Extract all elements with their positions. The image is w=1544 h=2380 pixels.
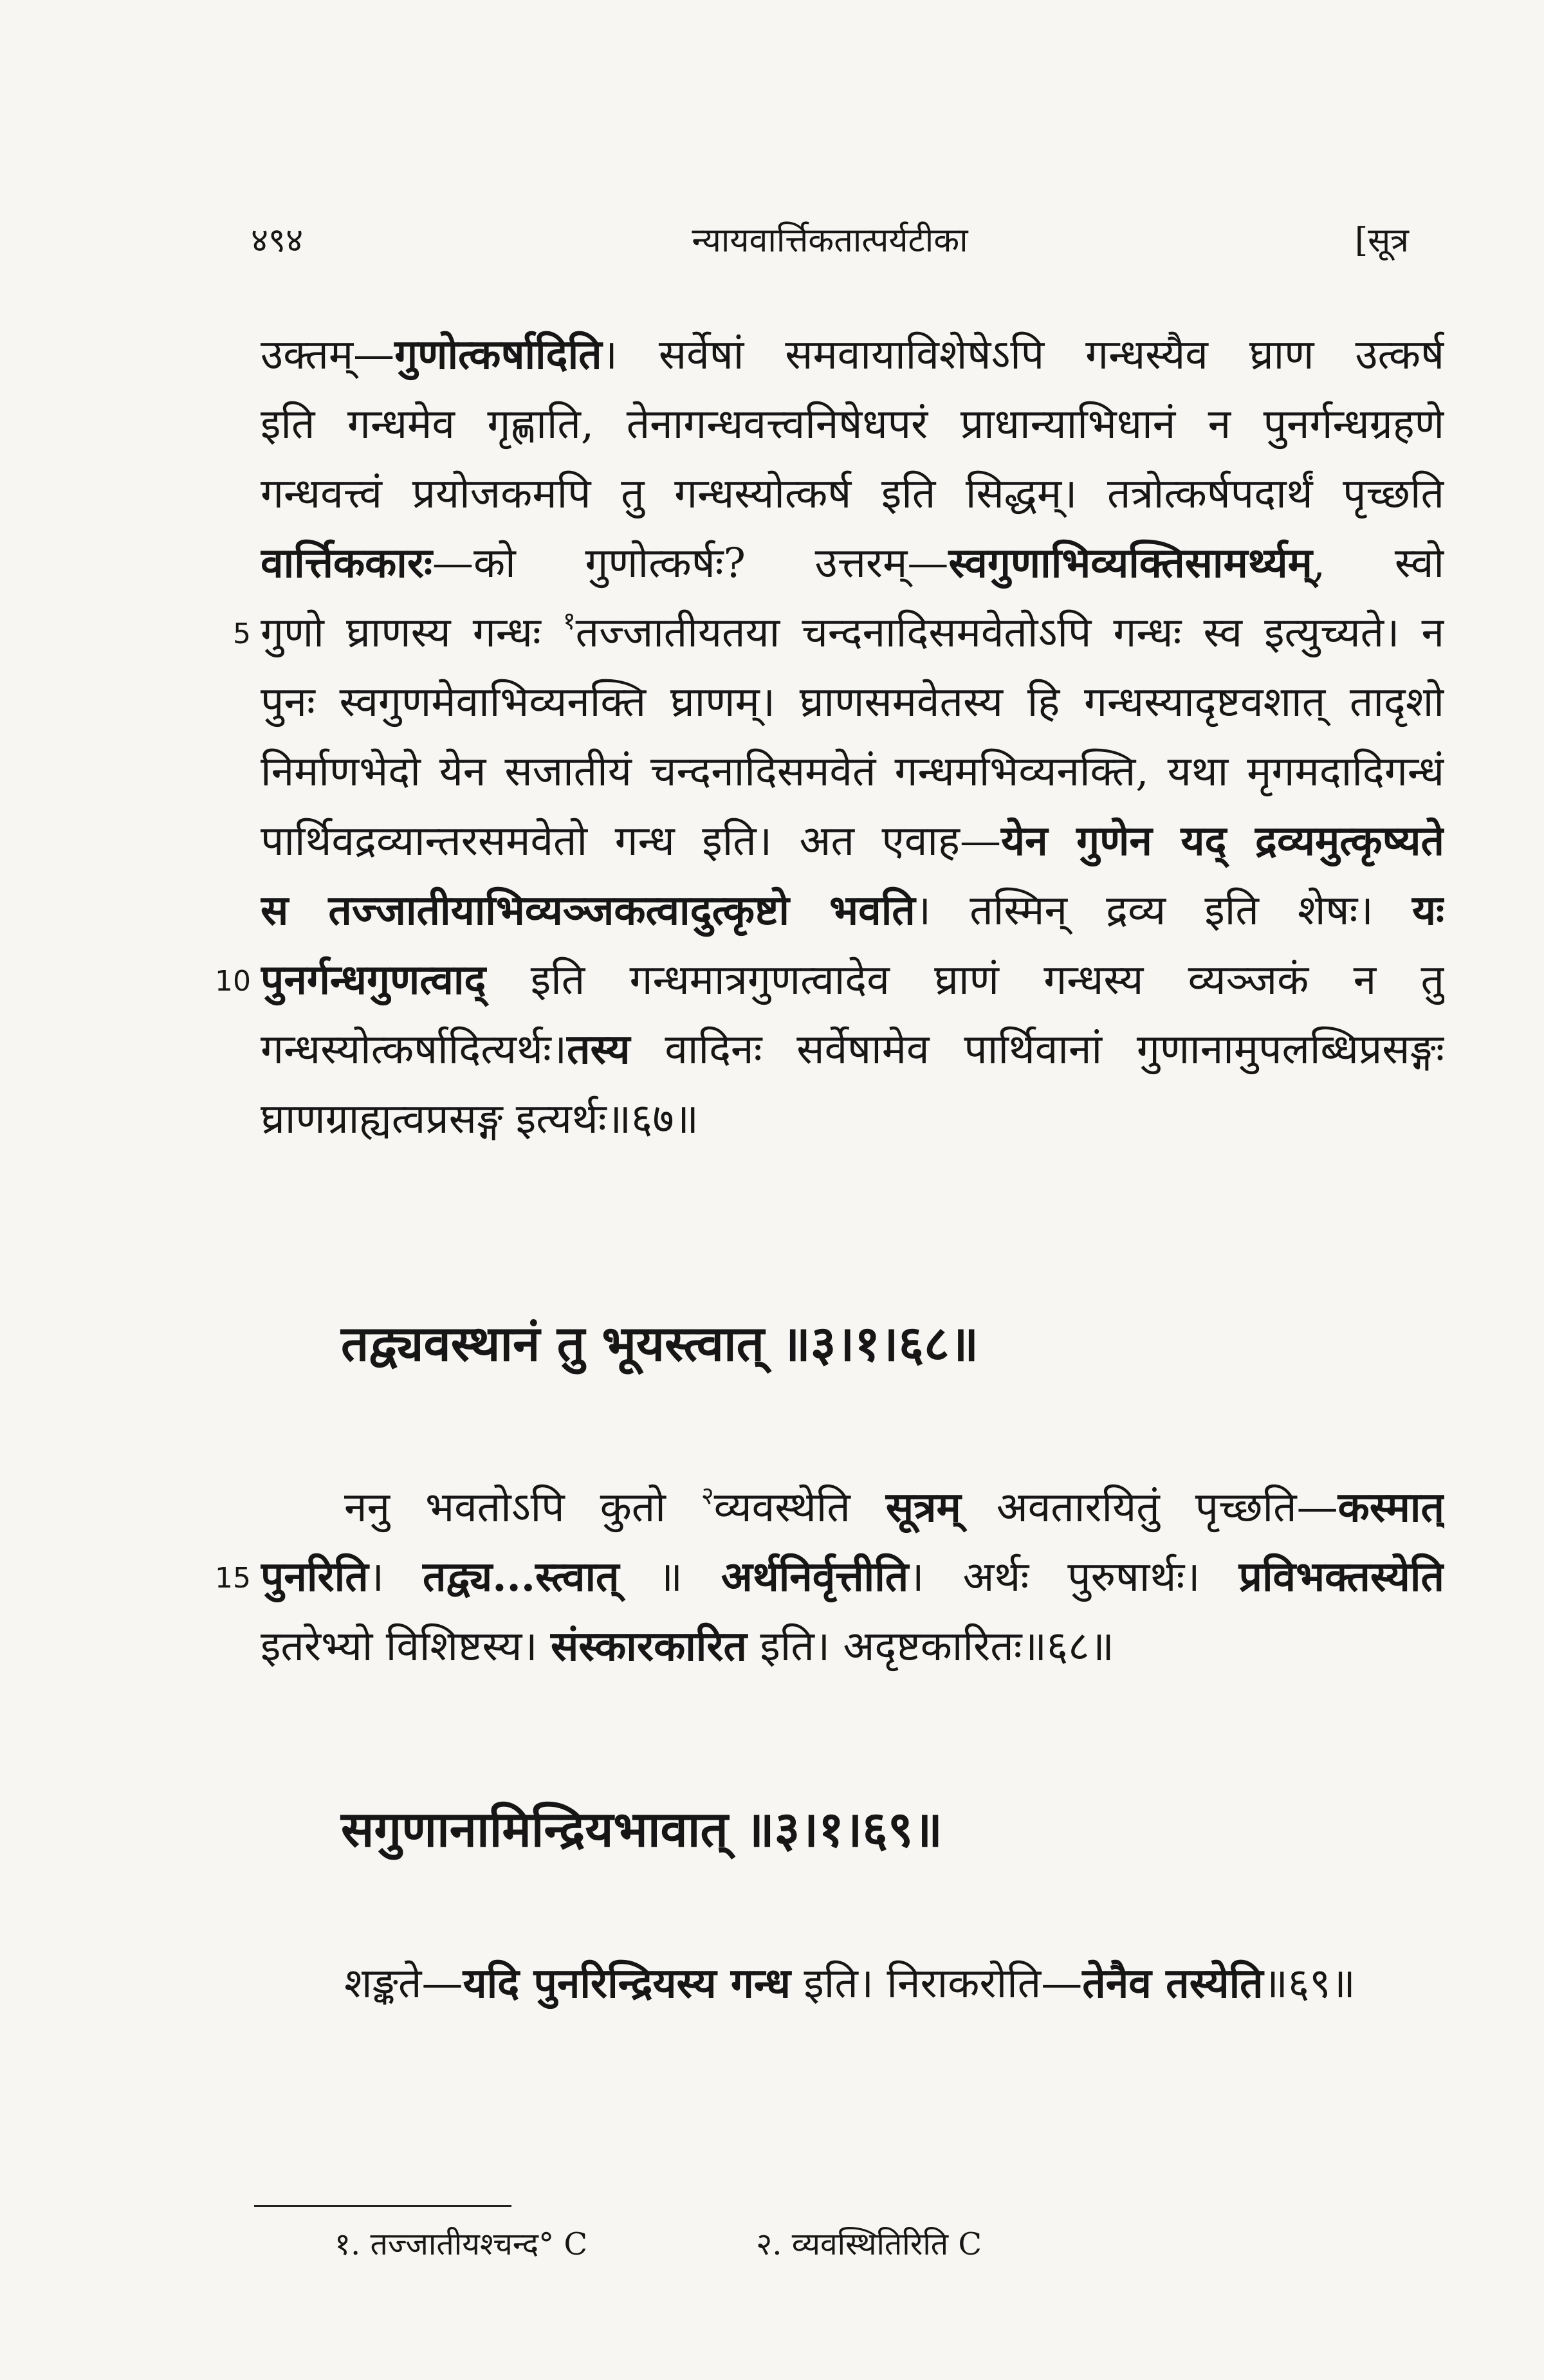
page-number: ४९४ <box>251 221 304 260</box>
footnote-ref: १ <box>562 607 576 635</box>
text-line: पुनर्गन्धगुणत्वाद् इति गन्धमात्रगुणत्वादेव घ्राणं गन्धस्य व्यञ्जकं न तु <box>261 956 1444 1004</box>
text-line: स तज्जातीयाभिव्यञ्जकत्वादुत्कृष्टो भवति। तस्मिन् द्रव्य इति शेषः। यः <box>261 886 1444 935</box>
line-number: 5 <box>233 618 251 650</box>
line-number: 10 <box>215 965 251 998</box>
line-number: 15 <box>215 1562 251 1595</box>
text-line: इति गन्धमेव गृह्णाति, तेनागन्धवत्त्वनिषेधपरं प्राधान्याभिधानं न पुनर्गन्धग्रहणे <box>261 401 1444 448</box>
text-line: घ्राणग्राह्यत्वप्रसङ्ग इत्यर्थः॥६७॥ <box>261 1095 699 1143</box>
text-line: पुनः स्वगुणमेवाभिव्यनक्ति घ्राणम्। घ्राणसमवेतस्य हि गन्धस्यादृष्टवशात् तादृशो <box>261 679 1444 726</box>
running-header <box>251 216 1409 268</box>
footnote-rule <box>254 2205 511 2207</box>
footnote-1: १. तज्जातीयश्चन्द° C <box>335 2226 588 2262</box>
sutra-heading-68: तद्व्यवस्थानं तु भूयस्त्वात् ॥३।१।६८॥ <box>341 1315 979 1372</box>
running-title: न्यायवार्त्तिकतात्पर्यटीका <box>692 221 968 260</box>
text-line: शङ्कते—यदि पुनरिन्द्रियस्य गन्ध इति। निराकरोति—तेनैव तस्येति॥६९॥ <box>344 1959 1356 2008</box>
sutra-heading-69: सगुणानामिन्द्रियभावात् ॥३।१।६९॥ <box>341 1800 942 1858</box>
text-line: इतरेभ्यो विशिष्टस्य। संस्कारकारित इति। अदृष्टकारितः॥६८॥ <box>261 1622 1114 1671</box>
text-line: निर्माणभेदो येन सजातीयं चन्दनादिसमवेतं गन्धमभिव्यनक्ति, यथा मृगमदादिगन्धं <box>261 748 1444 796</box>
text-line: गन्धवत्त्वं प्रयोजकमपि तु गन्धस्योत्कर्ष इति सिद्धम्। तत्रोत्कर्षपदार्थं पृच्छति <box>261 470 1444 518</box>
text-line: गुणो घ्राणस्य गन्धः $^१$तज्जातीयतया चन्दनादिसमवेतोऽपि गन्धः स्व इत्युच्यते। न <box>261 607 1444 657</box>
footnotes <box>335 2222 1300 2264</box>
text-line: उक्तम्—गुणोत्कर्षादिति। सर्वेषां समवायाविशेषेऽपि गन्धस्यैव घ्राण उत्कर्ष <box>261 331 1444 379</box>
commentary-paragraph-3 <box>261 1949 1444 2018</box>
footnote-ref: २ <box>701 1481 714 1510</box>
footnote-2: २. व्यवस्थितिरिति C <box>756 2226 982 2262</box>
section-marker: [सूत्र <box>1354 221 1409 260</box>
commentary-paragraph-1 <box>215 320 1444 1154</box>
text-line: पार्थिवद्रव्यान्तरसमवेतो गन्ध इति। अत एवाह—येन गुणेन यद् द्रव्यमुत्कृष्यते <box>261 817 1444 865</box>
text-line: ननु भवतोऽपि कुतो $^२$व्यवस्थेति सूत्रम् अवतारयितुं पृच्छति—कस्मात् <box>344 1481 1444 1532</box>
text-line: वार्त्तिककारः—को गुणोत्कर्षः? उत्तरम्—स्वगुणाभिव्यक्तिसामर्थ्यम्, स्वो <box>261 539 1444 587</box>
text-line: गन्धस्योत्कर्षादित्यर्थः।तस्य वादिनः सर्वेषामेव पार्थिवानां गुणानामुपलब्धिप्रसङ्गः <box>261 1025 1444 1074</box>
commentary-paragraph-2 <box>215 1473 1444 1681</box>
text-line: पुनरिति। तद्व्य...स्त्वात् ॥ अर्थनिर्वृत्तीति। अर्थः पुरुषार्थः। प्रविभक्तस्येति <box>261 1553 1444 1601</box>
